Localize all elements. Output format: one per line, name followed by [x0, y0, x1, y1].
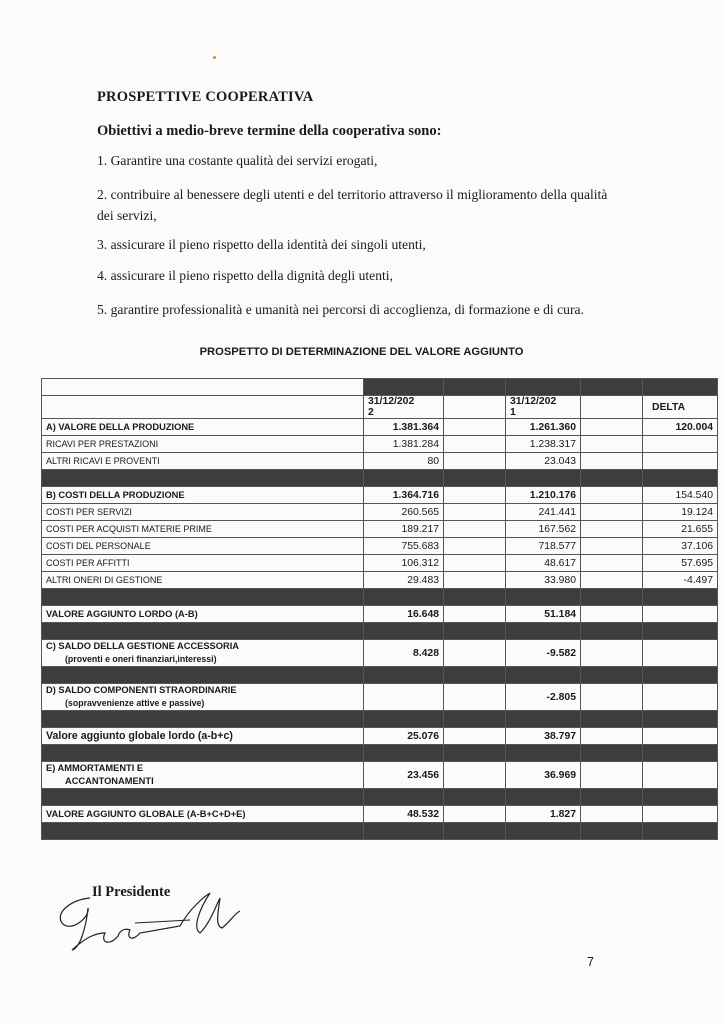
col-header-2021: 31/12/202 1 — [506, 396, 581, 419]
table-row: COSTI PER ACQUISTI MATERIE PRIME 189.217 167.562 21.655 — [42, 521, 718, 538]
table-row: Valore aggiunto globale lordo (a-b+c) 25.076 38.797 — [42, 728, 718, 745]
table-row-dark — [42, 589, 718, 606]
page-number: 7 — [587, 955, 594, 969]
table-row: ALTRI RICAVI E PROVENTI 80 23.043 — [42, 453, 718, 470]
table-row-dark — [42, 379, 718, 396]
table-row-dark — [42, 667, 718, 684]
table-row: E) AMMORTAMENTI E ACCANTONAMENTI 23.456 36.969 — [42, 762, 718, 789]
table-row: ALTRI ONERI DI GESTIONE 29.483 33.980 -4.497 — [42, 572, 718, 589]
col-header-2022: 31/12/202 2 — [364, 396, 444, 419]
objective-item: 1. Garantire una costante qualità dei servizi erogati, — [97, 153, 378, 168]
table-title: PROSPETTO DI DETERMINAZIONE DEL VALORE AGGIUNTO — [199, 346, 524, 358]
table-row: VALORE AGGIUNTO LORDO (A-B) 16.648 51.184 — [42, 606, 718, 623]
section-heading: PROSPETTIVE COOPERATIVA — [97, 89, 314, 105]
table-row: COSTI PER SERVIZI 260.565 241.441 19.124 — [42, 504, 718, 521]
value-added-table — [41, 378, 718, 840]
objectives-heading: Obiettivi a medio-breve termine della cooperativa sono: — [97, 123, 442, 139]
table-row: A) VALORE DELLA PRODUZIONE 1.381.364 1.261.360 120.004 — [42, 419, 718, 436]
table-row-dark — [42, 623, 718, 640]
table-row: B) COSTI DELLA PRODUZIONE 1.364.716 1.210.176 154.540 — [42, 487, 718, 504]
table-row: COSTI PER AFFITTI 106.312 48.617 57.695 — [42, 555, 718, 572]
table-row-dark — [42, 470, 718, 487]
table-row: VALORE AGGIUNTO GLOBALE (A-B+C+D+E) 48.532 1.827 — [42, 806, 718, 823]
objective-item: 5. garantire professionalità e umanità nei percorsi di accoglienza, di formazione e di cura. — [97, 302, 584, 317]
table-row-dark — [42, 711, 718, 728]
table-row-dark — [42, 823, 718, 840]
objective-item: 2. contribuire al benessere degli utenti e del territorio attraverso il miglioramento della qualità dei servizi, — [97, 187, 608, 223]
col-header-delta: DELTA — [643, 396, 718, 419]
table-row: D) SALDO COMPONENTI STRAORDINARIE (sopravvenienze attive e passive) -2.805 — [42, 684, 718, 711]
speck — [213, 56, 216, 59]
signature-label: Il Presidente — [92, 884, 171, 900]
table-header-row — [42, 396, 718, 419]
signature-scribble — [50, 878, 250, 958]
table-row-dark — [42, 745, 718, 762]
table-row: COSTI DEL PERSONALE 755.683 718.577 37.106 — [42, 538, 718, 555]
objective-item: 3. assicurare il pieno rispetto della identità dei singoli utenti, — [97, 237, 426, 252]
table-row-dark — [42, 789, 718, 806]
table-row: RICAVI PER PRESTAZIONI 1.381.284 1.238.317 — [42, 436, 718, 453]
table-row: C) SALDO DELLA GESTIONE ACCESSORIA (proventi e oneri finanziari,interessi) 8.428 -9.582 — [42, 640, 718, 667]
objective-item: 4. assicurare il pieno rispetto della dignità degli utenti, — [97, 268, 393, 283]
